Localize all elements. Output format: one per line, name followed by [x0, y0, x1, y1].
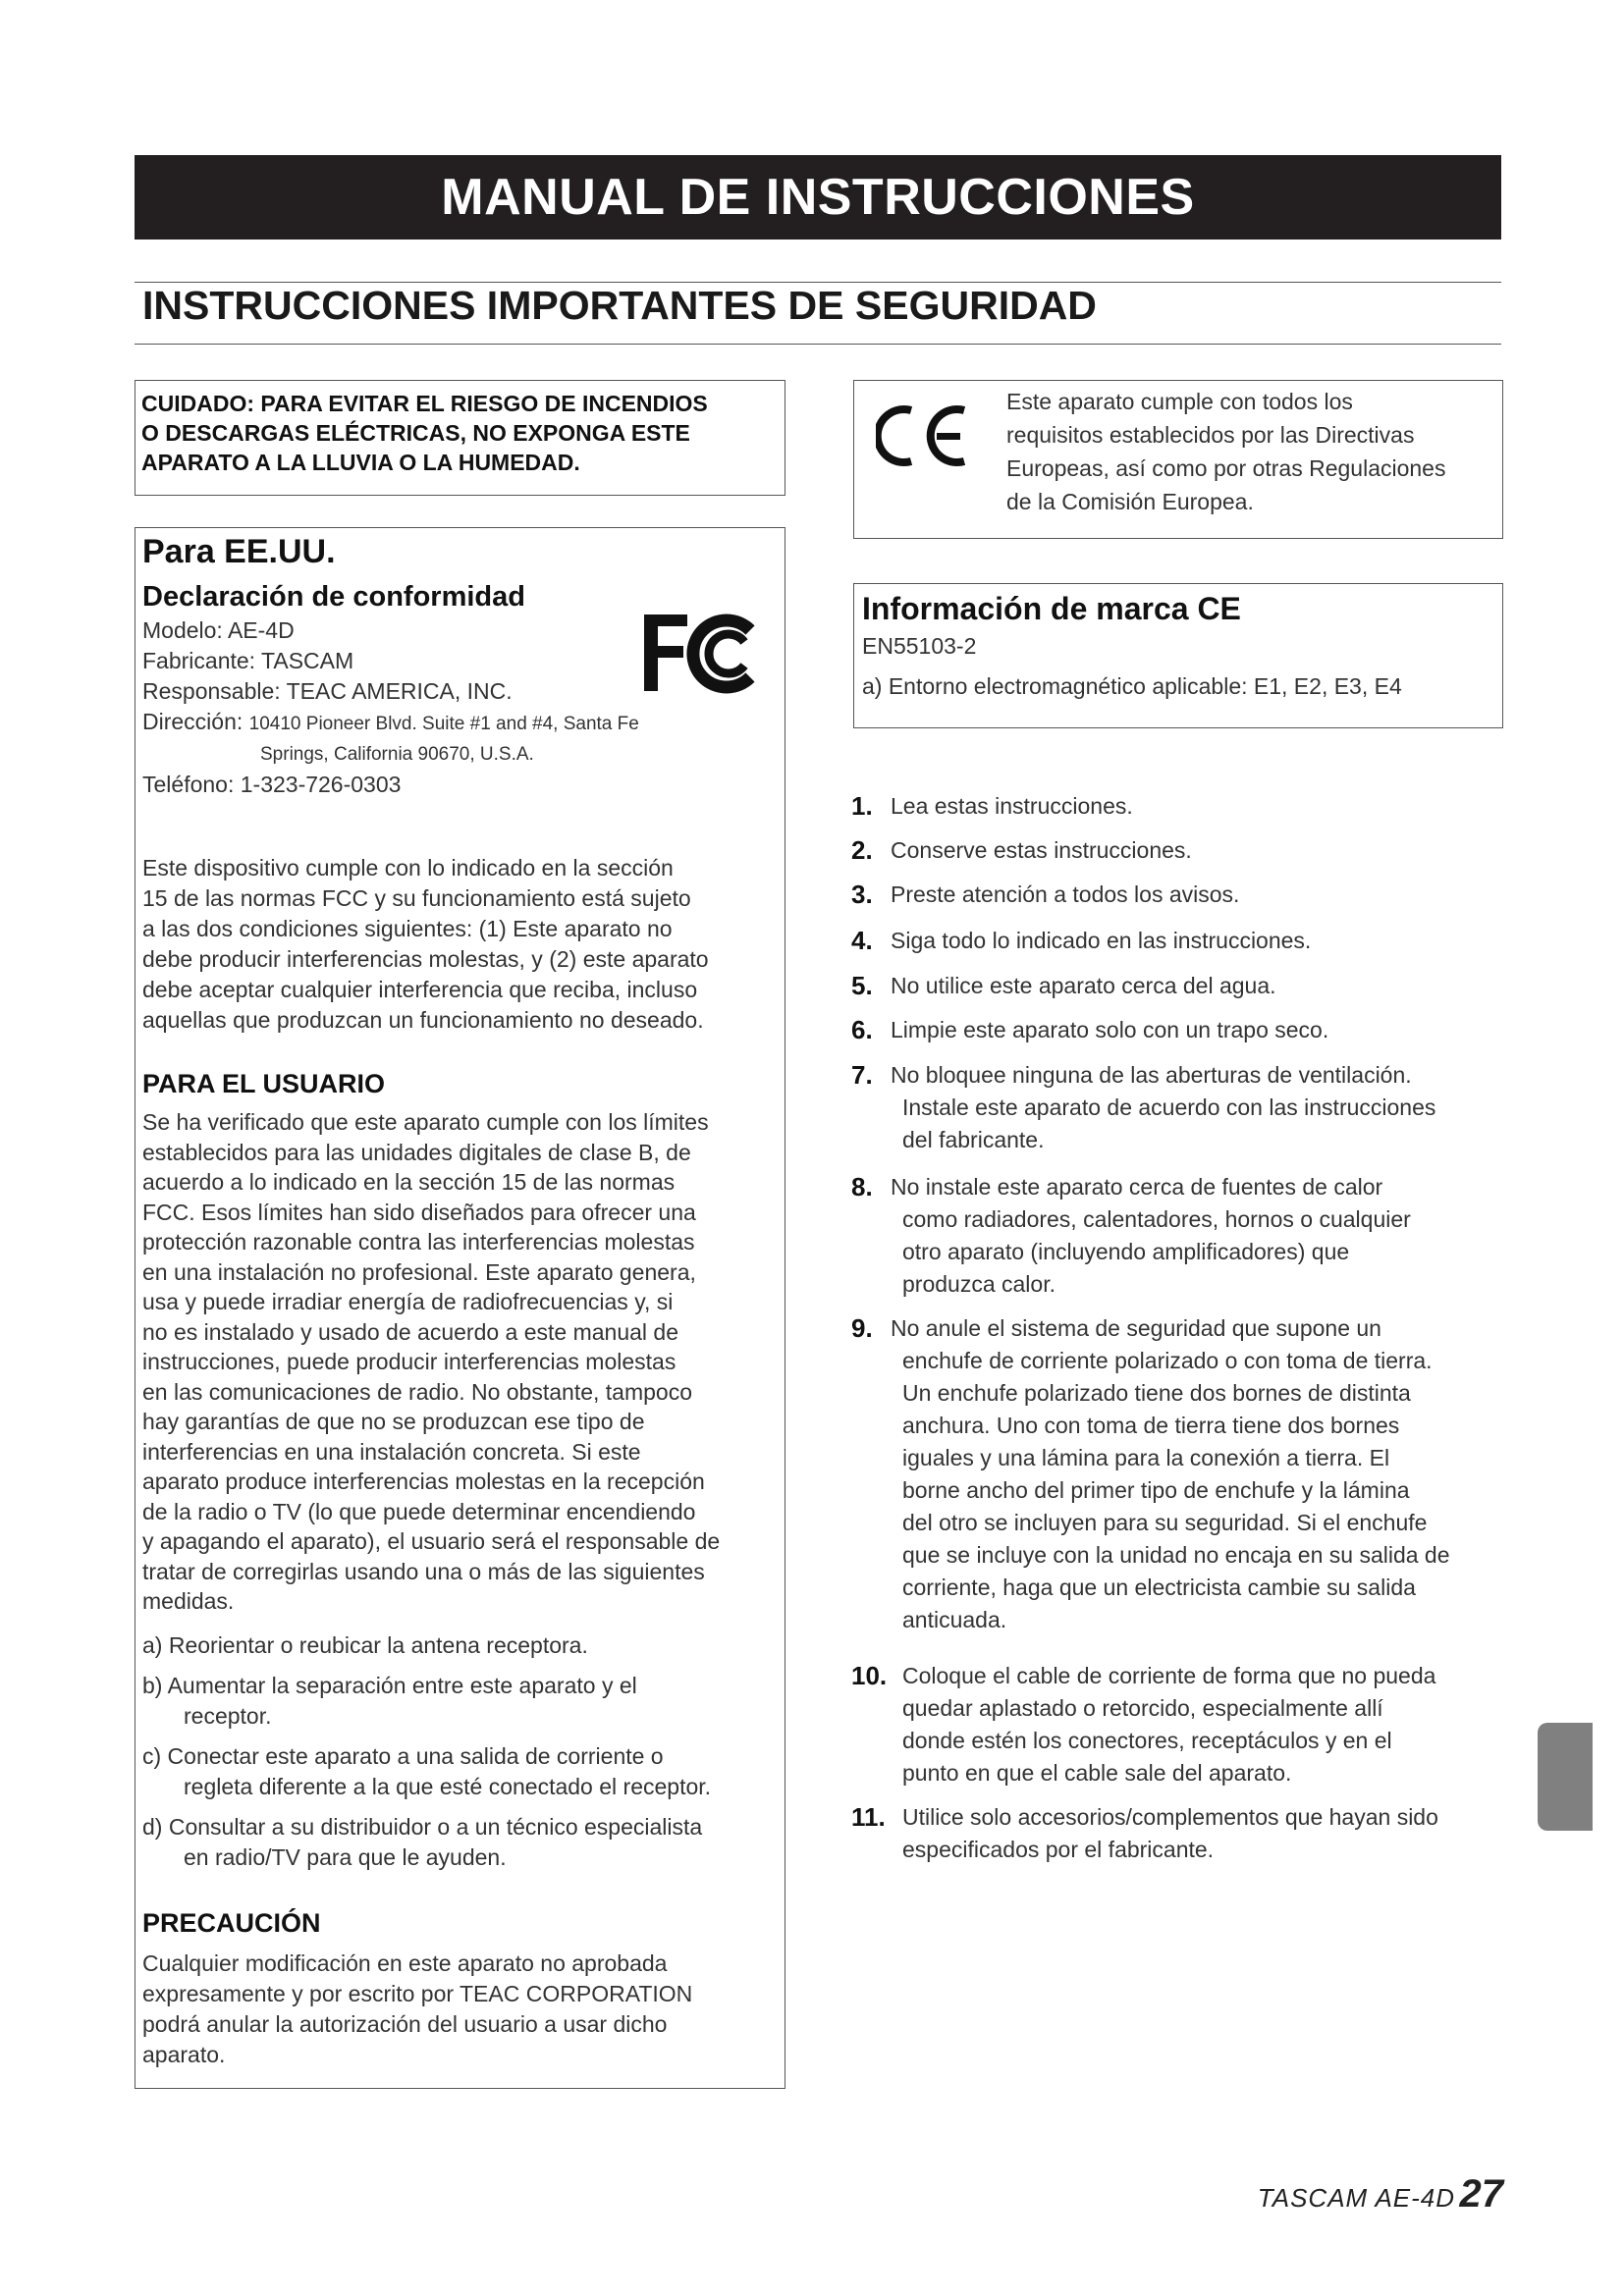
caution-line: O DESCARGAS ELÉCTRICAS, NO EXPONGA ESTE: [141, 420, 690, 446]
address-value: 10410 Pioneer Blvd. Suite #1 and #4, Santa Fe: [248, 714, 639, 734]
phone-line: Teléfono: 1-323-726-0303: [142, 772, 402, 797]
page-number: 27: [1459, 2172, 1503, 2216]
model-line: Modelo: AE-4D: [142, 617, 295, 643]
fcc-logo-icon: [640, 609, 768, 697]
section-side-tab: [1538, 1723, 1593, 1831]
measure-item: d) Consultar a su distribuidor o a un técnico especialista: [142, 1814, 703, 1840]
caution-line: APARATO A LA LLUVIA O LA HUMEDAD.: [141, 450, 580, 475]
ce-brand-title: Información de marca CE: [862, 591, 1241, 626]
precaution-title: PRECAUCIÓN: [142, 1908, 321, 1938]
measures-list: a) Reorientar o reubicar la antena receptora. b) Aumentar la separación entre este aparato y el receptor. c) Conectar este aparato a una salida de corriente o regleta diferente a la que esté conectado el receptor. d) Consultar a su distribuidor o a un técnico especialista en radio/TV para que le ayuden.: [142, 1632, 712, 1870]
address-line: [142, 707, 639, 739]
address-continued: Springs, California 90670, U.S.A.: [260, 744, 534, 765]
ce-brand-box: [853, 583, 1503, 728]
ce-compliance-text: Este aparato cumple con todos los requisitos establecidos por las Directivas Europeas, así como por otras Regulaciones de la Comisión Europea.: [1006, 389, 1446, 514]
fcc-heading: Para EE.UU.: [142, 533, 336, 570]
ce-standard: EN55103-2: [862, 633, 977, 659]
compliance-paragraph: Este dispositivo cumple con lo indicado en la sección 15 de las normas FCC y su funcionamiento está sujeto a las dos condiciones siguientes: (1) Este aparato no debe producir interferencias molestas, y (2) este aparato debe aceptar cualquier interferencia que reciba, incluso aquellas que produzcan un funcionamiento no deseado.: [142, 855, 709, 1033]
precaution-paragraph: Cualquier modificación en este aparato no aprobada expresamente y por escrito por TEAC CORPORATION podrá anular la autorización del usuario a usar dicho aparato.: [142, 1950, 693, 2067]
manual-title-banner: MANUAL DE INSTRUCCIONES: [135, 155, 1501, 240]
address-label: Dirección:: [142, 709, 244, 734]
manufacturer-line: Fabricante: TASCAM: [142, 648, 354, 673]
ce-environment: a) Entorno electromagnético aplicable: E1, E2, E3, E4: [862, 673, 1402, 699]
footer-brand: TASCAM AE-4D: [1257, 2183, 1456, 2213]
measure-item: b) Aumentar la separación entre este aparato y el: [142, 1673, 637, 1698]
ce-box: [853, 380, 1503, 539]
fcc-box: [135, 527, 785, 2089]
declaration-title: Declaración de conformidad: [142, 581, 525, 613]
ce-mark-icon: [876, 400, 969, 471]
section-title: INSTRUCCIONES IMPORTANTES DE SEGURIDAD: [142, 283, 1097, 328]
caution-box: [135, 380, 785, 496]
page-footer: [1258, 2172, 1503, 2216]
user-paragraph: Se ha verificado que este aparato cumple con los límites establecidos para las unidades digitales de clase B, de acuerdo a lo indicado en la sección 15 de las normas FCC. Esos límites han sido diseñados para ofrecer una protección razonable contra las interferencias molestas en una instalación no profesional. Este aparato genera, usa y puede irradiar energía de radiofrecuencias y, si no es instalado y usado de acuerdo a este manual de instrucciones, puede producir interferencias molestas en las comunicaciones de radio. No obstante, tampoco hay garantías de que no se produzcan ese tipo de interferencias en una instalación concreta. Si este aparato produce interferencias molestas en la recepción de la radio o TV (lo que puede determinar encendiendo y apagando el aparato), el usuario será el responsable de tratar de corregirlas usando una o más de las siguientes medidas.: [142, 1109, 721, 1614]
measure-item: a) Reorientar o reubicar la antena receptora.: [142, 1632, 588, 1658]
measure-item: c) Conectar este aparato a una salida de corriente o: [142, 1743, 664, 1769]
user-title: PARA EL USUARIO: [142, 1069, 386, 1098]
caution-line: CUIDADO: PARA EVITAR EL RIESGO DE INCENDIOS: [141, 391, 708, 416]
section-bottom-rule: [135, 344, 1501, 345]
responsible-line: Responsable: TEAC AMERICA, INC.: [142, 678, 513, 704]
